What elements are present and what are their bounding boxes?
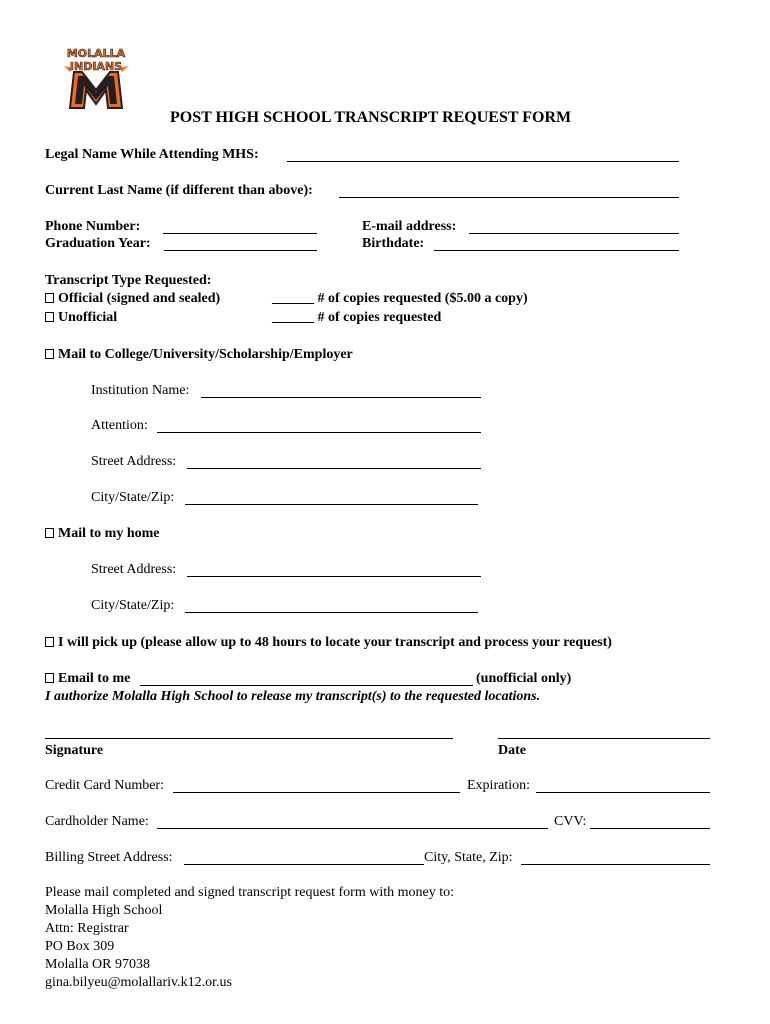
legal-name-label: Legal Name While Attending MHS: <box>45 147 259 162</box>
billing-label: Billing Street Address: <box>45 850 173 865</box>
pickup-checkbox[interactable] <box>45 637 54 647</box>
email-option[interactable] <box>45 670 130 688</box>
birthdate-field[interactable] <box>434 250 679 251</box>
unofficial-label: Unofficial <box>58 310 118 325</box>
mail-college-option[interactable] <box>45 346 353 364</box>
city-label: City/State/Zip: <box>91 490 175 505</box>
unofficial-only-note: (unofficial only) <box>476 671 572 686</box>
pickup-label: I will pick up (please allow up to 48 hours to locate your transcript and process your request) <box>58 635 612 650</box>
mailing-email[interactable]: gina.bilyeu@molallariv.k12.or.us <box>45 975 232 990</box>
mail-home-checkbox[interactable] <box>45 528 54 538</box>
mailing-instructions <box>45 884 454 992</box>
transcript-type-label: Transcript Type Requested: <box>45 273 212 288</box>
cardholder-field[interactable] <box>157 828 548 829</box>
official-checkbox[interactable] <box>45 293 54 303</box>
attention-label: Attention: <box>91 418 148 433</box>
official-option[interactable] <box>45 290 220 308</box>
logo-bottom-text: INDIANS <box>69 60 123 73</box>
email-label: E-mail address: <box>362 219 457 234</box>
attention-field[interactable] <box>157 432 481 433</box>
logo-top-text: MOLALLA <box>66 47 126 60</box>
signature-label: Signature <box>45 743 104 758</box>
phone-label: Phone Number: <box>45 219 141 234</box>
city-state-zip-label: City, State, Zip: <box>424 850 513 865</box>
mail-college-label: Mail to College/University/Scholarship/Employer <box>58 347 353 362</box>
expiration-label: Expiration: <box>467 778 530 793</box>
legal-name-field[interactable] <box>287 161 679 162</box>
mailing-intro: Please mail completed and signed transcript request form with money to: <box>45 885 455 900</box>
expiration-field[interactable] <box>536 792 710 793</box>
city-state-zip-field[interactable] <box>521 864 710 865</box>
cvv-label: CVV: <box>554 814 587 829</box>
mail-college-checkbox[interactable] <box>45 349 54 359</box>
current-last-name-field[interactable] <box>339 197 679 198</box>
street-label: Street Address: <box>91 454 177 469</box>
mailing-line-4: Molalla OR 97038 <box>45 957 150 972</box>
cc-number-label: Credit Card Number: <box>45 778 164 793</box>
home-city-label: City/State/Zip: <box>91 598 175 613</box>
institution-label: Institution Name: <box>91 383 190 398</box>
pickup-option[interactable] <box>45 634 612 652</box>
form-title: POST HIGH SCHOOL TRANSCRIPT REQUEST FORM <box>170 109 572 126</box>
mail-home-label: Mail to my home <box>58 526 160 541</box>
cc-number-field[interactable] <box>173 792 460 793</box>
grad-year-field[interactable] <box>164 250 317 251</box>
birthdate-label: Birthdate: <box>362 236 425 251</box>
date-label: Date <box>498 743 526 758</box>
email-to-field[interactable] <box>140 685 473 686</box>
cvv-field[interactable] <box>590 828 710 829</box>
unofficial-option[interactable] <box>45 309 117 327</box>
authorize-text: I authorize Molalla High School to release my transcript(s) to the requested locations. <box>45 689 541 704</box>
home-street-label: Street Address: <box>91 562 177 577</box>
grad-year-label: Graduation Year: <box>45 236 151 251</box>
email-field[interactable] <box>469 233 679 234</box>
unofficial-checkbox[interactable] <box>45 312 54 322</box>
unofficial-copies[interactable]: ______ # of copies requested <box>272 310 442 325</box>
mailing-line-1: Molalla High School <box>45 903 163 918</box>
institution-field[interactable] <box>201 397 481 398</box>
phone-field[interactable] <box>163 233 317 234</box>
signature-field[interactable] <box>45 738 453 739</box>
city-field[interactable] <box>185 504 478 505</box>
email-checkbox[interactable] <box>45 673 54 683</box>
official-copies[interactable]: ______ # of copies requested ($5.00 a copy) <box>272 291 528 306</box>
date-field[interactable] <box>498 738 710 739</box>
official-label: Official (signed and sealed) <box>58 291 221 306</box>
home-city-field[interactable] <box>185 612 478 613</box>
mailing-line-2: Attn: Registrar <box>45 921 129 936</box>
street-field[interactable] <box>187 468 481 469</box>
school-logo <box>52 46 140 112</box>
mail-home-option[interactable] <box>45 525 159 543</box>
mailing-line-3: PO Box 309 <box>45 939 115 954</box>
home-street-field[interactable] <box>187 576 481 577</box>
billing-field[interactable] <box>184 864 424 865</box>
email-to-label: Email to me <box>58 671 131 686</box>
cardholder-label: Cardholder Name: <box>45 814 149 829</box>
logo-graphic <box>52 46 140 112</box>
current-last-name-label: Current Last Name (if different than above): <box>45 183 313 198</box>
